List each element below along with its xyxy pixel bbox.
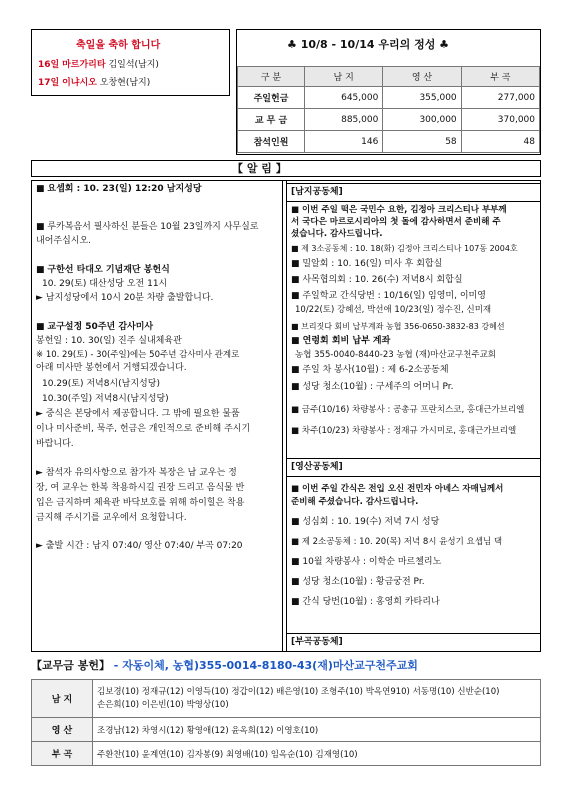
notice-line: [36, 350, 239, 361]
namji-line: ■ 주일학교 간식당번 : 10/16(일) 임영미, 이미영: [291, 291, 486, 301]
namji-line: ■ 사목협의회 : 10. 26(수) 저녁8시 회합실: [291, 275, 463, 285]
notice-text: 내어주십시오.: [36, 236, 92, 246]
offering-label: 주일헌금: [238, 87, 305, 109]
offering-table: [237, 66, 540, 153]
donor-line: 주환찬(10) 윤계연(10) 김자봉(9) 최영배(10) 임옥순(10) 김재영(10): [97, 749, 358, 760]
community-title-namji: [남지공동체]: [291, 187, 343, 197]
bullet: ■: [36, 184, 45, 194]
notice-text: 아래 미사만 봉헌에서 거행되겠습니다.: [36, 363, 187, 373]
offering-row: [238, 87, 540, 109]
yeongsan-line: ■ 이번 주일 간식은 전입 오신 전민자 아녜스 자매님께서: [291, 484, 504, 494]
notice-line: [36, 498, 244, 509]
offering-title: ♣ 10/8 - 10/14 우리의 정성 ♣: [287, 38, 450, 51]
offering-label: 교 무 금: [238, 109, 305, 131]
notice-text: 금지해 주시기를 교우에서 요청합니다.: [36, 513, 187, 523]
bullet: ►: [36, 541, 43, 551]
notice-text: 출발 시간 : 남지 07:40/ 영산 07:40/ 부곡 07:20: [45, 541, 243, 551]
notice-line: [36, 468, 237, 479]
bullet: ■: [36, 322, 45, 332]
donor-names: [93, 742, 541, 766]
celebration-day: 17일: [38, 78, 60, 88]
notice-line: [36, 293, 213, 304]
yeongsan-line: ■ 간식 당번(10월) : 홍영희 카타리나: [291, 597, 440, 607]
notice-line: [36, 265, 170, 276]
yeongsan-line: ■ 10월 차량봉사 : 이학순 마르첼리노: [291, 557, 442, 567]
offering-row: [238, 109, 540, 131]
offering-header: 남 지: [305, 67, 383, 87]
offering-value: 146: [305, 131, 383, 153]
notice-text: 교구설정 50주년 감사미사: [47, 322, 154, 332]
celebration-row: [38, 60, 159, 71]
notice-line: [36, 363, 187, 374]
offering-value: 355,000: [383, 87, 461, 109]
donor-table: [31, 679, 541, 766]
notice-line: [36, 439, 74, 450]
donor-line: 김보경(10) 정재규(12) 이영득(10) 정갑이(12) 배은영(10) 조형주(10) 박옥연910) 서동명(10) 신반순(10): [97, 686, 500, 697]
notice-header-bar: [31, 160, 541, 177]
namji-line: 셨습니다. 감사드립니다.: [291, 229, 383, 239]
yeongsan-line: 준비해 주셨습니다. 감사드립니다.: [291, 497, 419, 507]
community-header-namji: [287, 183, 540, 202]
yeongsan-line: ■ 성당 청소(10월) : 황금궁전 Pr.: [291, 577, 425, 587]
offering-value: 300,000: [383, 109, 461, 131]
notice-text: 바랍니다.: [36, 439, 74, 449]
notice-line: [36, 409, 240, 420]
offering-value: 645,000: [305, 87, 383, 109]
notice-title: 【 알 림 】: [232, 162, 287, 175]
offering-header: 영 산: [383, 67, 461, 87]
celebration-saint: 마르가리타: [62, 60, 106, 70]
offering-label: 참석인원: [238, 131, 305, 153]
donor-row: [32, 680, 541, 718]
celebration-person: 김일석(남지): [108, 60, 159, 70]
right-column: [287, 181, 540, 651]
community-header-yeongsan: [287, 458, 540, 477]
offering-header: 부 곡: [461, 67, 539, 87]
namji-line: ■ 이번 주일 떡은 국민수 요한, 김정아 크리스티나 부부께: [291, 205, 507, 215]
bank-info: [31, 659, 418, 673]
donor-line: 손은희(10) 이은빈(10) 박영상(10): [97, 699, 229, 710]
notice-text: 10. 29(토) 대산성당 오전 11시: [42, 279, 168, 289]
notice-text: 요셉회 : 10. 23(일) 12:20 남지성당: [47, 184, 202, 194]
offering-value: 58: [383, 131, 461, 153]
yeongsan-line: ■ 제 2소공동체 : 10. 20(목) 저녁 8시 윤성기 요셉님 댁: [291, 537, 503, 547]
bullet: ►: [36, 409, 43, 419]
donor-line: 조경남(12) 차영시(12) 황영애(12) 윤옥희(12) 이영호(10): [97, 725, 319, 736]
notice-text: 봉헌일 : 10. 30(일) 진주 실내체육관: [36, 336, 182, 346]
notice-line: [36, 541, 243, 552]
notice-area: [31, 180, 541, 652]
celebration-box: [31, 29, 230, 96]
donor-label: 영 산: [32, 718, 93, 742]
namji-line: 농협 355-0040-8440-23 농협 (재)마산교구천주교회: [295, 350, 496, 360]
notice-text: 10.29(토) 저녁8시(남지성당): [42, 379, 160, 389]
notice-line: [36, 322, 153, 333]
namji-line: ■ 밀알회 : 10. 16(일) 미사 후 회합실: [291, 259, 443, 269]
notice-text: 중식은 본당에서 제공합니다. 그 밖에 필요한 물품: [45, 409, 240, 419]
namji-line: ■ 금주(10/16) 차량봉사 : 공총규 프란치스코, 홍대근가브리엘: [291, 405, 525, 415]
donor-label: 남 지: [32, 680, 93, 718]
notice-line: [36, 236, 91, 247]
offering-box: [236, 29, 541, 155]
donor-names: [93, 680, 541, 718]
donor-names: [93, 718, 541, 742]
notice-line: [36, 483, 244, 494]
namji-line: ■ 연령회 회비 납부 계좌: [291, 336, 391, 346]
notice-text: 참석자 유의사항으로 참가자 복장은 남 교우는 정: [45, 468, 237, 478]
offering-value: 48: [461, 131, 539, 153]
notice-line: [42, 279, 167, 290]
bank-account: - 자동이체, 농협)355-0014-8180-43(재)마산교구천주교회: [109, 659, 418, 672]
donor-row: [32, 742, 541, 766]
namji-line: ■ 제 3소공동체 : 10. 18(화) 김정아 크리스티나 107동 2004호: [291, 244, 518, 253]
notice-text: 10.30(주일) 저녁8시(남지성당): [42, 394, 169, 404]
notice-text: 남지성당에서 10시 20분 차량 출발합니다.: [45, 293, 214, 303]
celebration-row: [38, 78, 150, 89]
notice-line: [36, 184, 202, 195]
notice-text: 구한선 타대오 기념재단 봉헌식: [47, 265, 170, 275]
namji-line: ■ 브리짓다 회비 납부계좌 농협 356-0650-3832-83 강혜선: [291, 322, 505, 331]
offering-header: 구 분: [238, 67, 305, 87]
notice-line: [36, 513, 187, 524]
namji-line: ■ 차주(10/23) 차량봉사 : 정재규 가시미로, 홍대근가브리엘: [291, 426, 517, 436]
notice-text: 장, 여 교우는 한복 착용하시길 권장 드리고 음식물 반: [36, 483, 245, 493]
namji-line: ■ 주일 차 봉사(10월) : 제 6-2소공동체: [291, 365, 449, 375]
offering-value: 277,000: [461, 87, 539, 109]
notice-line: [42, 379, 160, 390]
namji-line: ■ 성당 청소(10월) : 구세주의 어머니 Pr.: [291, 382, 454, 392]
notice-line: [36, 336, 182, 347]
left-column: [32, 181, 282, 651]
bullet: ►: [36, 293, 43, 303]
column-divider: [282, 181, 283, 651]
notice-line: [42, 394, 169, 405]
community-header-bugok: [287, 633, 540, 651]
notice-text: 루카복음서 필사하신 분들은 10월 23일까지 사무실로: [47, 222, 259, 232]
community-title-bugok: [부곡공동체]: [291, 637, 343, 647]
offering-value: 885,000: [305, 109, 383, 131]
namji-line: 10/22(토) 강혜선, 박선애 10/23(일) 정수진, 신미재: [295, 305, 492, 315]
bullet: ►: [36, 468, 43, 478]
offering-value: 370,000: [461, 109, 539, 131]
notice-line: [36, 222, 258, 233]
celebration-person: 오창현(남지): [99, 78, 151, 88]
celebration-saint: 이냐시오: [62, 78, 97, 88]
notice-text: ※ 10. 29(토) - 30(주일)에는 50주년 감사미사 관계로: [36, 350, 240, 360]
bullet: ■: [36, 222, 45, 232]
yeongsan-line: ■ 성심회 : 10. 19(수) 저녁 7시 성당: [291, 517, 440, 527]
donor-row: [32, 718, 541, 742]
notice-line: [36, 424, 250, 435]
bullet: ■: [36, 265, 45, 275]
celebration-day: 16일: [38, 60, 60, 70]
namji-line: 서 국다은 마르로시리아의 첫 돌에 감사하면서 준비해 주: [291, 217, 501, 227]
notice-text: 이나 미사준비, 묵주, 헌금은 개인적으로 준비해 주시기: [36, 424, 251, 434]
celebration-title: 축일을 축하 합니다: [76, 40, 161, 51]
community-title-yeongsan: [영산공동체]: [291, 462, 343, 472]
donor-label: 부 곡: [32, 742, 93, 766]
bank-prefix: 【교무금 봉헌】: [31, 659, 110, 672]
notice-text: 입은 금지하며 체육관 바닥보호를 위해 하이힐은 착용: [36, 498, 245, 508]
offering-row: [238, 131, 540, 153]
